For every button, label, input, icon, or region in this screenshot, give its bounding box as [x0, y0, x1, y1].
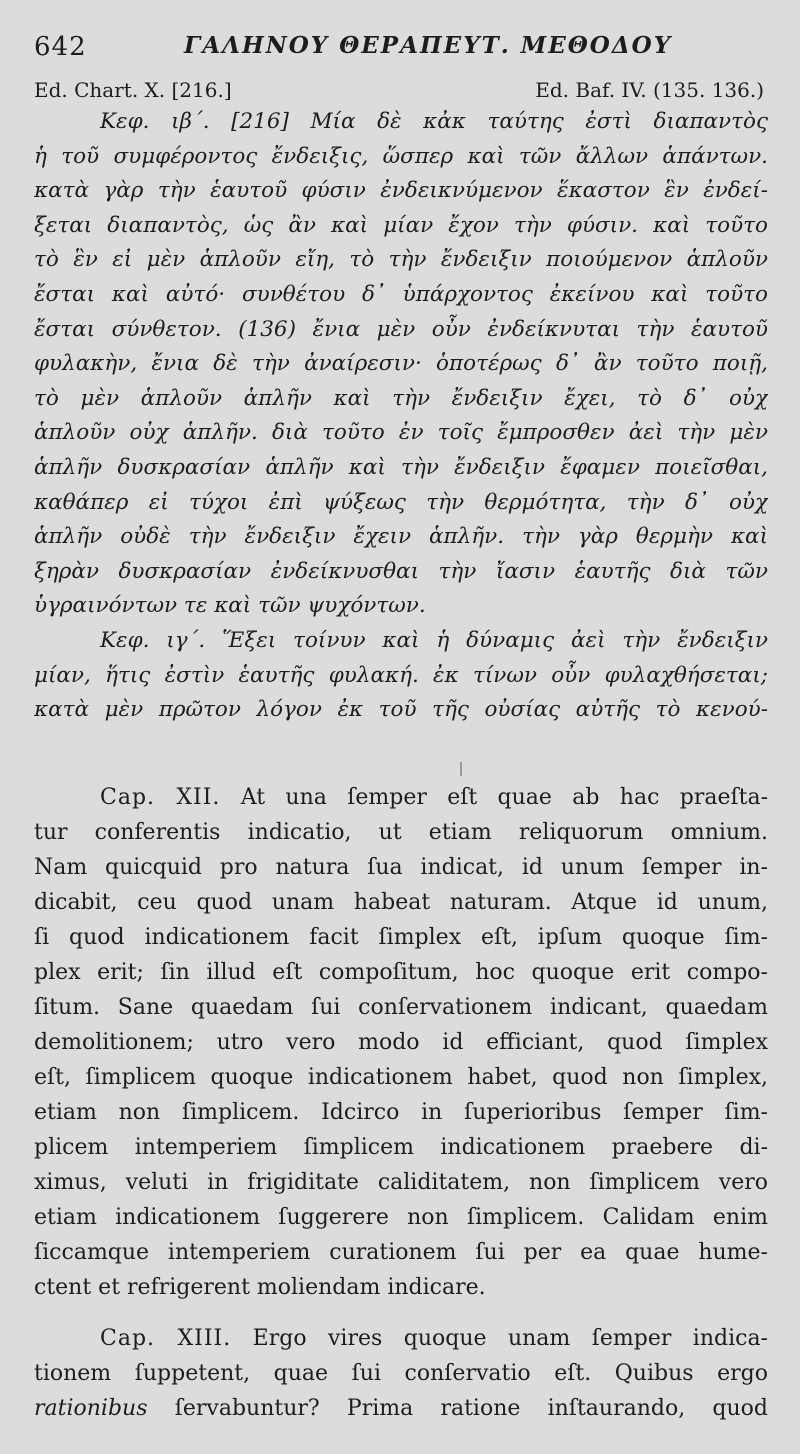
latin-line-text: At una ſemper eſt quae ab hac praeſta- — [240, 785, 768, 810]
latin-line: etiam non ſimplicem. Idcirco in ſuperioribus ſemper ſim- — [34, 1100, 768, 1125]
greek-line: ὑγραινόντων τε καὶ τῶν ψυχόντων. — [34, 593, 426, 619]
latin-line: demolitionem; utro vero modo id efficiant, quod ſimplex — [34, 1030, 768, 1055]
latin-line: ſitum. Sane quaedam ſui conſervationem indicant, quaedam — [34, 995, 768, 1020]
latin-line-text: ſervabuntur? Prima ratione inſtaurando, quod — [174, 1396, 768, 1421]
greek-line: Κεφ. ιγ΄. Ἕξει τοίνυν καὶ ἡ δύναμις ἀεὶ τὴν ἔνδειξιν — [100, 627, 768, 653]
greek-line: κατὰ γὰρ τὴν ἑαυτοῦ φύσιν ἐνδεικνύμενον ἕκαστον ἓν ἐνδεί- — [34, 178, 768, 204]
latin-line: eſt, ſimplicem quoque indicationem habet, quod non ſimplex, — [34, 1065, 768, 1090]
greek-line: καθάπερ εἰ τύχοι ἐπὶ ψύξεως τὴν θερμότητα, τὴν δ᾽ οὐχ — [34, 489, 768, 515]
greek-line: ἁπλῆν δυσκρασίαν ἁπλῆν καὶ τὴν ἔνδειξιν ἔφαμεν ποιεῖσθαι, — [34, 454, 768, 480]
latin-line: ſi quod indicationem facit ſimplex eſt, ipſum quoque ſim- — [34, 925, 768, 950]
latin-line: plex erit; ſin illud eſt compoſitum, hoc quoque erit compo- — [34, 960, 768, 985]
greek-line: ξεται διαπαντὸς, ὡς ἂν καὶ μίαν ἔχον τὴν φύσιν. καὶ τοῦτο — [34, 212, 768, 238]
page-header — [34, 28, 766, 62]
edition-basel-reference: Ed. Baf. IV. (135. 136.) — [535, 78, 764, 102]
greek-line: ξηρὰν δυσκρασίαν ἐνδείκνυσθαι τὴν ἴασιν ἑαυτῆς διὰ τῶν — [34, 558, 768, 584]
greek-line: ἁπλῆν οὐδὲ τὴν ἔνδειξιν ἔχειν ἁπλῆν. τὴν γὰρ θερμὴν καὶ — [34, 524, 768, 550]
latin-line: etiam indicationem ſuggerere non ſimplicem. Calidam enim — [34, 1205, 768, 1230]
italic-word: rationibus — [34, 1396, 148, 1421]
latin-line — [34, 1321, 768, 1356]
latin-line: ctent et refrigerent moliendam indicare. — [34, 1275, 486, 1300]
page-number: 642 — [34, 32, 87, 62]
chapter-label: Cap. XII. — [100, 785, 221, 810]
greek-line: ἁπλοῦν οὐχ ἁπλῆν. διὰ τοῦτο ἐν τοῖς ἔμπροσθεν ἀεὶ τὴν μὲν — [34, 420, 768, 446]
latin-line-text: Ergo vires quoque unam ſemper indica- — [252, 1326, 768, 1351]
greek-text-block — [34, 105, 768, 728]
latin-text-block — [34, 780, 768, 1426]
chapter-label: Cap. XIII. — [100, 1326, 232, 1351]
greek-line: κατὰ μὲν πρῶτον λόγον ἐκ τοῦ τῆς οὐσίας αὐτῆς τὸ κενού- — [34, 697, 768, 723]
latin-line: plicem intemperiem ſimplicem indicationem praebere di- — [34, 1135, 768, 1160]
latin-line: dicabit, ceu quod unam habeat naturam. Atque id unum, — [34, 890, 768, 915]
latin-line — [34, 1391, 768, 1426]
greek-line: τὸ μὲν ἁπλοῦν ἁπλῆν καὶ τὴν ἔνδειξιν ἔχει, τὸ δ᾽ οὐχ — [34, 385, 768, 411]
latin-line: ximus, veluti in frigiditate caliditatem, non ſimplicem vero — [34, 1170, 768, 1195]
greek-line: Κεφ. ιβ΄. [216] Μία δὲ κἀκ ταύτης ἐστὶ διαπαντὸς — [100, 109, 768, 134]
latin-line — [34, 780, 768, 815]
greek-line: ἡ τοῦ συμφέροντος ἔνδειξις, ὥσπερ καὶ τῶν ἄλλων ἁπάντων. — [34, 143, 768, 169]
latin-line: Nam quicquid pro natura ſua indicat, id unum ſemper in- — [34, 855, 768, 880]
greek-line: τὸ ἓν εἰ μὲν ἁπλοῦν εἴη, τὸ τὴν ἔνδειξιν ποιούμενον ἁπλοῦν — [34, 247, 768, 273]
edition-chart-reference: Ed. Chart. X. [216.] — [34, 78, 232, 102]
running-title: ΓΑΛΗΝΟΥ ΘΕΡΑΠΕΥΤ. ΜΕΘΟΔΟΥ — [184, 32, 673, 59]
greek-line: μίαν, ἥτις ἐστὶν ἑαυτῆς φυλακή. ἐκ τίνων οὖν φυλαχθήσεται; — [34, 662, 768, 688]
latin-line: ſiccamque intemperiem curationem ſui per ea quae hume- — [34, 1240, 768, 1265]
latin-line: tionem ſuppetent, quae ſui conſervatio eſt. Quibus ergo — [34, 1361, 768, 1386]
greek-line: φυλακὴν, ἔνια δὲ τὴν ἀναίρεσιν· ὁποτέρως δ᾽ ἂν τοῦτο ποιῇ, — [34, 351, 768, 377]
greek-line: ἔσται καὶ αὐτό· συνθέτου δ᾽ ὑπάρχοντος ἐκείνου καὶ τοῦτο — [34, 281, 768, 307]
paragraph-gap — [34, 1305, 768, 1321]
column-divider-mark — [460, 762, 462, 776]
latin-line: tur conferentis indicatio, ut etiam reliquorum omnium. — [34, 820, 768, 845]
greek-line: ἔσται σύνθετον. (136) ἔνια μὲν οὖν ἐνδείκνυται τὴν ἑαυτοῦ — [34, 316, 768, 342]
